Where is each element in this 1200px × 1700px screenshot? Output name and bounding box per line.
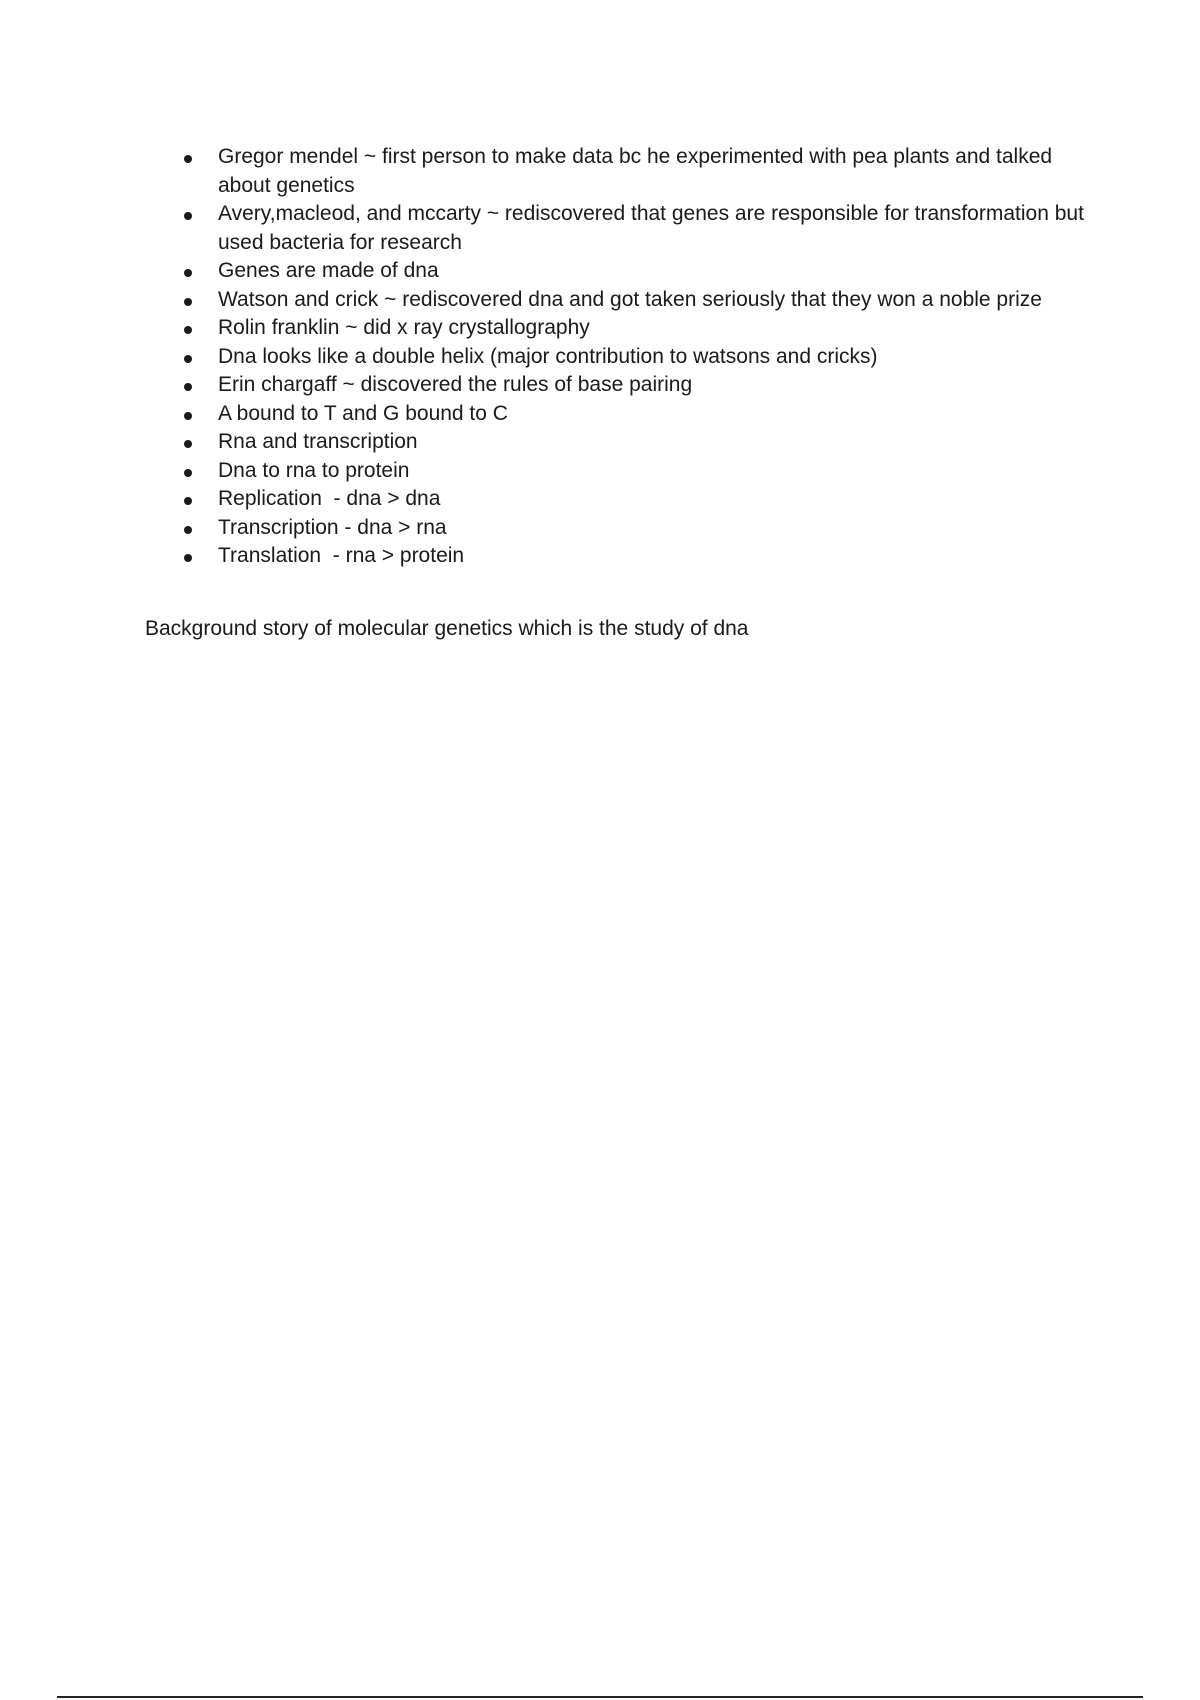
list-item: [180, 542, 1100, 571]
list-item-text: Watson and crick ~ rediscovered dna and got taken seriously that they won a noble prize: [218, 287, 1042, 311]
bullet-dot-icon: [184, 298, 192, 306]
list-item-text: Translation - rna > protein: [218, 544, 465, 567]
list-item-text: Replication - dna > dna: [218, 487, 441, 510]
list-item-text: Dna to rna to protein: [218, 458, 410, 482]
summary-paragraph: Background story of molecular genetics which is the study of dna: [145, 617, 749, 640]
list-item: [180, 428, 1100, 457]
bullet-dot-icon: [184, 155, 192, 163]
list-item-text: Rolin franklin ~ did x ray crystallography: [218, 316, 590, 339]
bullet-dot-icon: [184, 383, 192, 391]
page-bottom-divider: [57, 1696, 1143, 1698]
list-item: [180, 257, 1100, 286]
list-item-text: Rna and transcription: [218, 430, 418, 453]
bullet-dot-icon: [184, 212, 192, 220]
list-item: [180, 514, 1100, 543]
bullet-dot-icon: [184, 269, 192, 277]
bullet-dot-icon: [184, 497, 192, 505]
list-item-text: Transcription - dna > rna: [218, 515, 447, 539]
list-item: [180, 485, 1100, 514]
list-item-text: Erin chargaff ~ discovered the rules of base pairing: [218, 373, 693, 396]
bullet-dot-icon: [184, 412, 192, 420]
bullet-dot-icon: [184, 526, 192, 534]
bullet-dot-icon: [184, 554, 192, 562]
list-item-text: Avery,macleod, and mccarty ~ rediscovered that genes are responsible for transformation but used bacteria for research: [218, 202, 1084, 254]
list-item: [180, 400, 1100, 429]
bullet-dot-icon: [184, 440, 192, 448]
list-item: [180, 314, 1100, 343]
list-item: [180, 343, 1100, 372]
bullet-dot-icon: [184, 326, 192, 334]
list-item: [180, 143, 1100, 200]
bullet-dot-icon: [184, 355, 192, 363]
list-item-text: Gregor mendel ~ first person to make data bc he experimented with pea plants and talked about genetics: [218, 145, 1053, 197]
notes-bullet-list: [180, 143, 1100, 571]
list-item-text: Genes are made of dna: [218, 259, 439, 282]
list-item-text: A bound to T and G bound to C: [218, 401, 508, 425]
list-item: [180, 371, 1100, 400]
bullet-dot-icon: [184, 469, 192, 477]
list-item-text: Dna looks like a double helix (major contribution to watsons and cricks): [218, 344, 878, 368]
list-item: [180, 286, 1100, 315]
list-item: [180, 200, 1100, 257]
list-item: [180, 457, 1100, 486]
